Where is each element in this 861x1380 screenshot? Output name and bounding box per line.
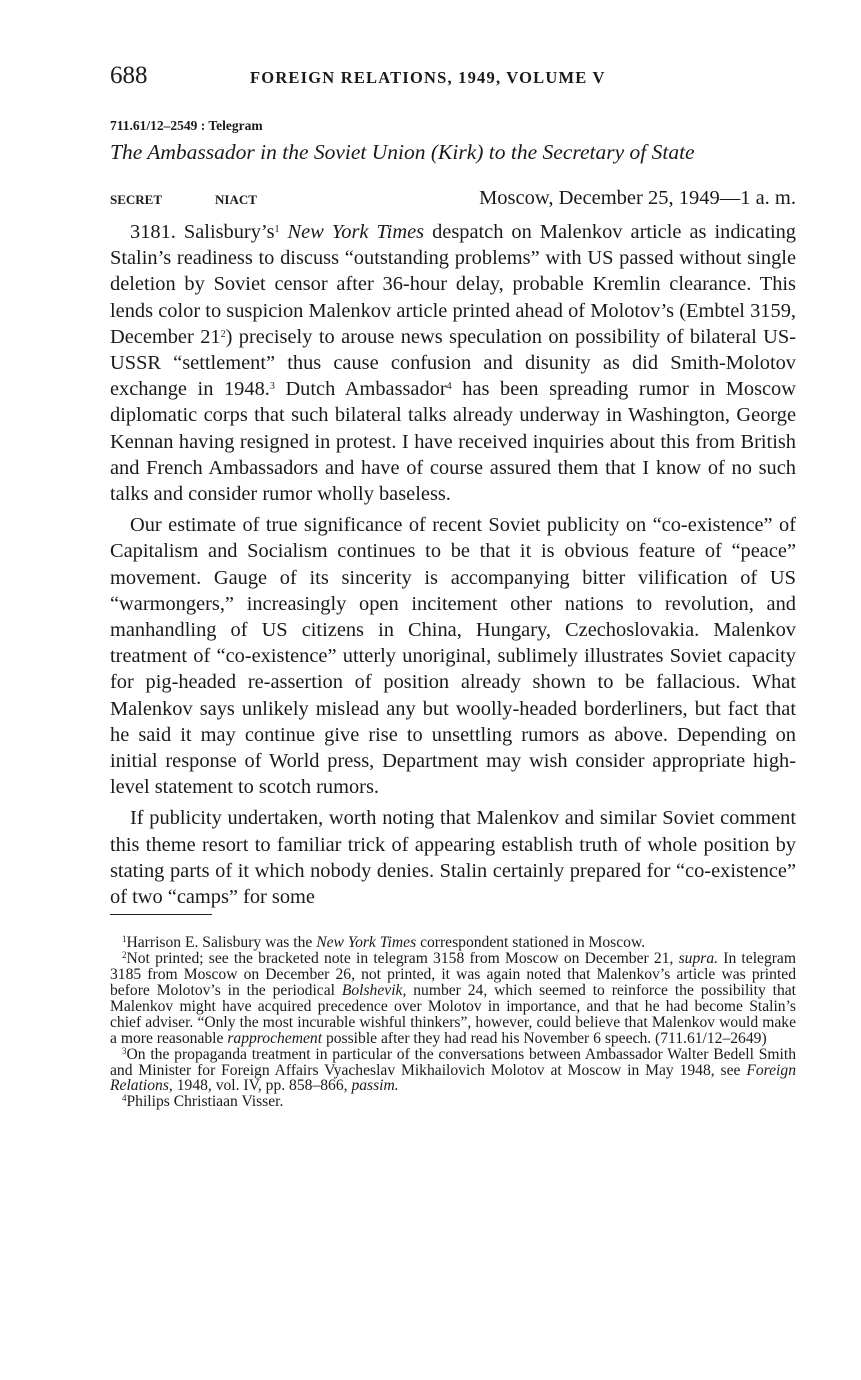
page-number: 688 <box>110 62 148 89</box>
footnote-3-text-b: 1948, vol. IV, pp. 858–866, <box>176 1077 348 1095</box>
footnote-2-number: 2 <box>122 950 127 961</box>
footnote-2-text-a: Not printed; see the bracketed note in telegram 3158 from Moscow on December 21, <box>126 950 674 968</box>
footnote-1-text-a: Harrison E. Salisbury was the <box>126 934 313 952</box>
footnote-2-italic-1: supra. <box>678 950 719 968</box>
footnote-separator <box>110 914 212 915</box>
footnote-ref-2: 2 <box>220 328 226 340</box>
footnote-2-text-d: possible after they had read his November 6 speech. (711.61/12–2649) <box>325 1029 767 1047</box>
footnote-2-italic-3: rapprochement <box>227 1029 323 1047</box>
footnote-1-number: 1 <box>122 934 127 945</box>
footnote-1 <box>110 935 796 951</box>
running-title: FOREIGN RELATIONS, 1949, VOLUME V <box>250 68 606 87</box>
classification-line <box>110 187 796 210</box>
footnote-2 <box>110 951 796 1046</box>
footnotes <box>110 935 796 1110</box>
paragraph-1 <box>110 219 796 507</box>
paragraph-1-text-a: 3181. Salisbury’s <box>130 221 275 243</box>
footnote-3-number: 3 <box>122 1045 127 1056</box>
dateline: Moscow, December 25, 1949—1 a. m. <box>479 187 796 209</box>
footnote-ref-3: 3 <box>269 381 275 393</box>
paragraph-1-text-b: despatch on Malenkov article as indicating Stalin’s readiness to discuss “outstanding problems” with US passed without single deletion by Soviet censor after 36-hour delay, probable Kremlin clearance. This lends color to suspicion Malenkov article printed ahead of Molotov’s (Embtel 3159, December 21 <box>110 221 796 348</box>
footnote-2-italic-2: Bolshevik, <box>341 982 407 999</box>
document-heading: The Ambassador in the Soviet Union (Kirk) to the Secretary of State <box>110 140 695 164</box>
running-header <box>110 62 796 102</box>
footnote-3-italic-1: Foreign Relations, <box>110 1061 796 1095</box>
classification-niact: NIACT <box>215 192 257 207</box>
footnote-ref-1: 1 <box>274 224 280 235</box>
footnote-ref-4: 4 <box>446 381 452 393</box>
footnote-1-italic: New York Times <box>316 934 417 952</box>
paragraph-1-text-c: ) precisely to arouse news speculation on possibility of bilateral US-USSR “settlement” thus cause confusion and disunity as did Smith-Molotov exchange in 1948. <box>110 325 797 401</box>
footnote-3-italic-2: passim. <box>351 1077 399 1095</box>
paragraph-2: Our estimate of true significance of recent Soviet publicity on “co-existence” of Capitalism and Socialism continues to be that it is obvious feature of “peace” movement. Gauge of its sincerity is accompanying bitter vilification of US “warmongers,” increasingly open incitement other nations to revolution, and manhandling of US citizens in China, Hungary, Czechoslovakia. Malenkov treatment of “co-existence” utterly unoriginal, sublimely illustrates Soviet capacity for pig-headed re-assertion of position already shown to be fallacious. What Malenkov says unlikely mislead any but woolly-headed borderliners, but fact that he said it may continue give rise to unsettling rumors as above. Depending on initial response of World press, Department may wish consider appropriate high-level statement to scotch rumors. <box>110 514 796 799</box>
footnote-4-text-a: Philips Christiaan Visser. <box>126 1093 284 1111</box>
footnote-1-text-b: correspondent stationed in Moscow. <box>420 934 646 952</box>
footnote-2-text-b: In telegram 3185 from Moscow on December 26, not printed, it was again noted that Malenkov’s article was printed before Molotov’s in the periodical <box>110 950 796 999</box>
classification-secret: SECRET <box>110 192 163 207</box>
footnote-4 <box>110 1094 796 1110</box>
footnote-3 <box>110 1047 796 1095</box>
footnote-3-text-a: On the propaganda treatment in particular of the conversations between Ambassador Walter Bedell Smith and Minister for Foreign Affairs Vyacheslav Mikhailovich Molotov at Moscow in May 1948, see <box>110 1045 796 1079</box>
footnote-2-text-c: number 24, which seemed to reinforce the possibility that Malenkov might have acquired precedence over Molotov in importance, and that he had become Stalin’s chief adviser. “Only the most incurable wishful thinkers”, however, could believe that Malenkov would make a more reasonable <box>110 982 796 1047</box>
document-file-number: 711.61/12–2549 : Telegram <box>110 118 263 133</box>
footnote-4-number: 4 <box>122 1093 127 1104</box>
telegram-body <box>110 219 796 910</box>
document-page <box>110 62 796 1110</box>
paragraph-1-text-e: has been spreading rumor in Moscow diplomatic corps that such bilateral talks already underway in Washington, George Kennan having resigned in protest. I have received inquiries about this from British and French Ambassadors and have of course assured them that I know of no such talks and consider rumor wholly baseless. <box>110 378 796 506</box>
paragraph-3: If publicity undertaken, worth noting that Malenkov and similar Soviet comment this theme resort to familiar trick of appearing establish truth of whole position by stating parts of it which nobody denies. Stalin certainly prepared for “co-existence” of two “camps” for some <box>110 807 796 909</box>
paragraph-1-text-d: Dutch Ambassador <box>285 378 447 401</box>
newspaper-title: New York Times <box>287 221 425 243</box>
